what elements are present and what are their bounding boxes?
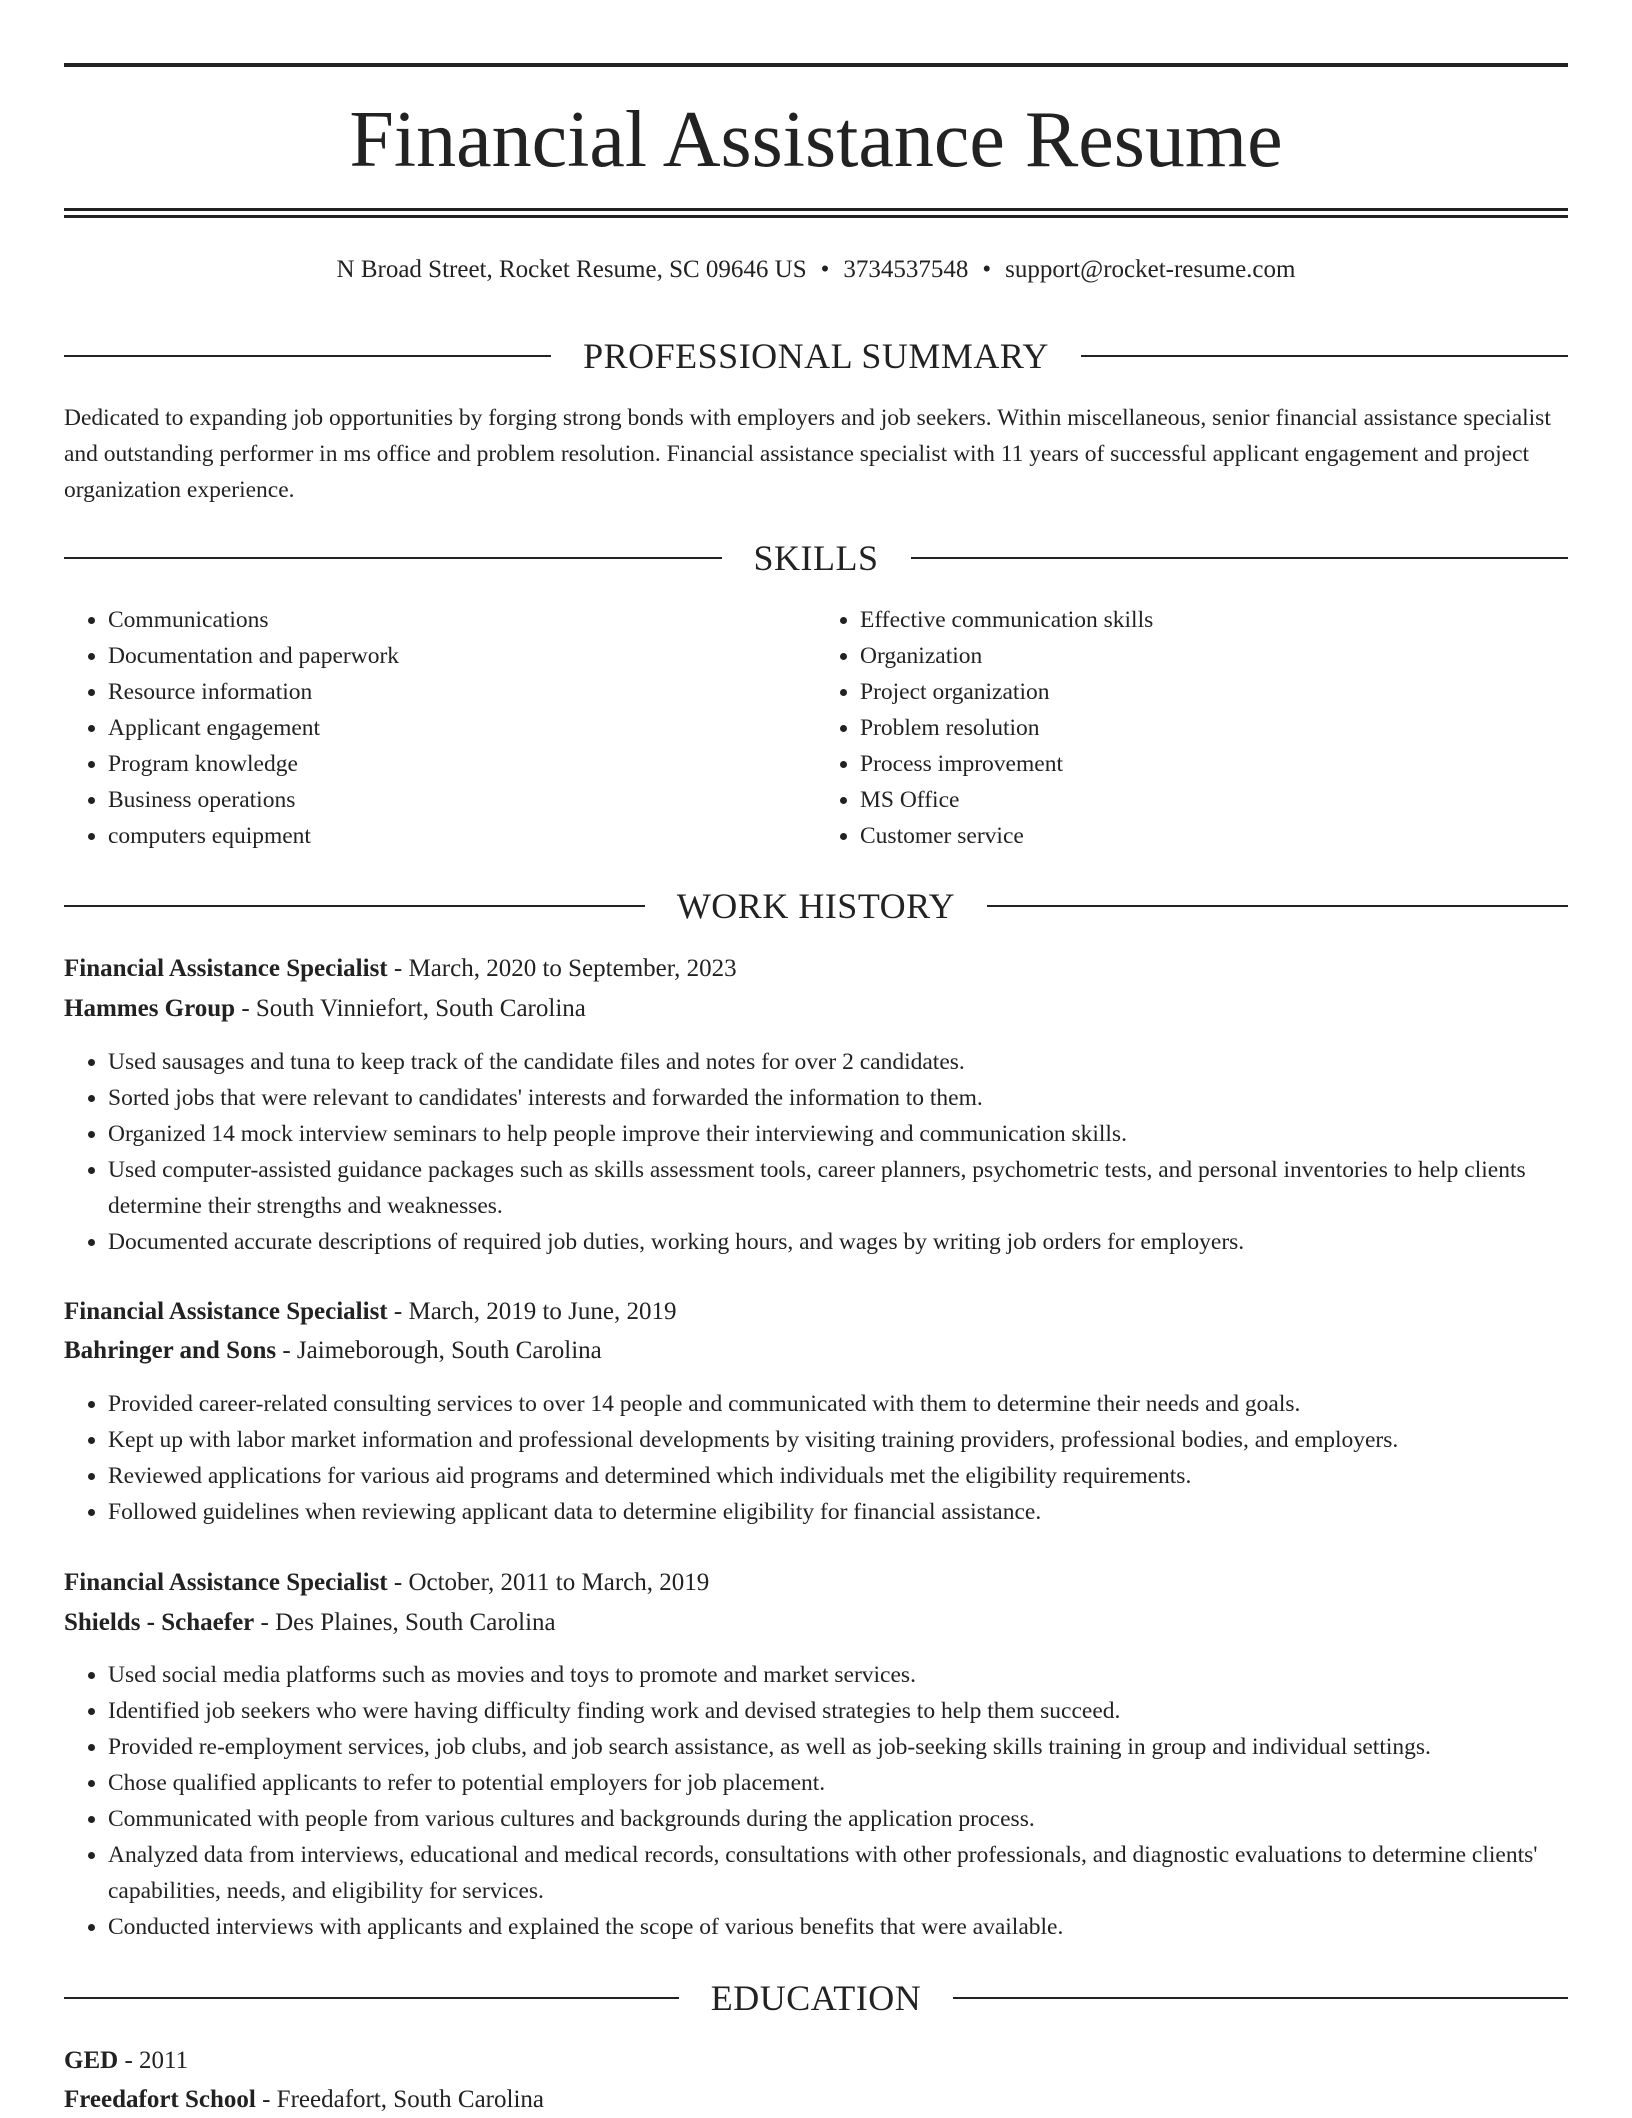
skill-item: • Organization [860,638,1568,674]
section-title: EDUCATION [710,1978,922,2018]
job-title: Financial Assistance Specialist [64,1298,388,1325]
skills-list [64,602,1568,854]
skill-item: • Business operations [108,782,816,818]
duty-item: • Chose qualified applicants to refer to potential employers for job placement. [108,1765,1568,1801]
skill-item: • Applicant engagement [108,710,816,746]
section-title: PROFESSIONAL SUMMARY [583,336,1049,376]
education-location: - Freedafort, South Carolina [255,2086,544,2113]
summary-heading [64,336,1568,376]
job-company-line [64,1605,1568,1641]
job-company-line [64,991,1568,1027]
title-underline-second [64,215,1568,218]
skill-item: • computers equipment [108,818,816,854]
summary-text: Dedicated to expanding job opportunities by forging strong bonds with employers and job seekers. Within miscellaneous, senior financial assistance specialist and outstanding performer in ms office and problem resolution. Financial assistance specialist with 11 years of successful applicant engagement and project organization experience. [64,405,1551,503]
duty-item: • Identified job seekers who were having difficulty finding work and devised strategies to help them succeed. [108,1693,1568,1729]
divider [953,1997,1568,1999]
duty-item: • Used computer-assisted guidance packages such as skills assessment tools, career planners, psychometric tests, and personal inventories to help clients determine their strengths and weaknesses. [108,1152,1568,1224]
job-dates: - March, 2020 to September, 2023 [387,955,737,982]
job-dates: - March, 2019 to June, 2019 [387,1298,677,1325]
job-company: Bahringer and Sons [64,1337,277,1364]
title-underline [64,208,1568,211]
duty-item: • Conducted interviews with applicants and explained the scope of various benefits that were available. [108,1909,1568,1945]
education-school-line [64,2082,1568,2118]
job-location: - Jaimeborough, South Carolina [276,1337,602,1364]
duty-item: • Followed guidelines when reviewing applicant data to determine eligibility for financial assistance. [108,1494,1568,1530]
skill-item: • Communications [108,602,816,638]
contact-line [64,254,1568,286]
duty-item: • Used sausages and tuna to keep track of the candidate files and notes for over 2 candidates. [108,1044,1568,1080]
section-title: WORK HISTORY [676,886,956,926]
duty-item: • Communicated with people from various cultures and backgrounds during the application process. [108,1801,1568,1837]
job-title-line [64,1294,1568,1330]
duty-item: • Sorted jobs that were relevant to candidates' interests and forwarded the information to them. [108,1080,1568,1116]
skill-item: • Project organization [860,674,1568,710]
job-location: - South Vinniefort, South Carolina [235,995,586,1022]
divider [911,557,1569,559]
contact-email: support@rocket-resume.com [1005,256,1296,283]
divider [987,905,1568,907]
skill-item: • Documentation and paperwork [108,638,816,674]
skills-column-left [64,602,816,854]
page-title: Financial Assistance Resume [349,96,1283,184]
skill-item: • Process improvement [860,746,1568,782]
skills-heading [64,538,1568,578]
skill-item: • Resource information [108,674,816,710]
duty-item: • Provided career-related consulting services to over 14 people and communicated with them to determine their needs and goals. [108,1386,1568,1422]
education-school: Freedafort School [64,2086,256,2113]
skills-column-right [816,602,1568,854]
divider [1081,355,1568,357]
education-year: - 2011 [118,2047,189,2074]
contact-address: N Broad Street, Rocket Resume, SC 09646 US [336,256,807,283]
top-rule [64,63,1568,67]
skill-item: • MS Office [860,782,1568,818]
job-company: Shields - Schaefer [64,1609,255,1636]
divider [64,557,722,559]
education-degree-line [64,2043,1568,2079]
job-company: Hammes Group [64,995,236,1022]
duty-item: • Documented accurate descriptions of required job duties, working hours, and wages by writing job orders for employers. [108,1224,1568,1260]
contact-phone: 3734537548 [843,256,969,283]
divider [64,905,645,907]
duty-item: • Reviewed applications for various aid programs and determined which individuals met the eligibility requirements. [108,1458,1568,1494]
job-dates: - October, 2011 to March, 2019 [387,1569,710,1596]
contact-separator: • [820,256,830,283]
job-duties [64,1044,1568,1260]
job-title: Financial Assistance Specialist [64,1569,388,1596]
work-heading [64,886,1568,926]
skill-item: • Effective communication skills [860,602,1568,638]
job-title: Financial Assistance Specialist [64,955,388,982]
duty-item: • Kept up with labor market information and professional developments by visiting training providers, professional bodies, and employers. [108,1422,1568,1458]
job-location: - Des Plaines, South Carolina [254,1609,556,1636]
job-duties [64,1386,1568,1530]
duty-item: • Used social media platforms such as movies and toys to promote and market services. [108,1657,1568,1693]
job-title-line [64,951,1568,987]
duty-item: • Provided re-employment services, job clubs, and job search assistance, as well as job-seeking skills training in group and individual settings. [108,1729,1568,1765]
education-degree: GED [64,2047,119,2074]
skill-item: • Problem resolution [860,710,1568,746]
contact-separator: • [982,256,992,283]
divider [64,1997,679,1999]
duty-item: • Analyzed data from interviews, educational and medical records, consultations with other professionals, and diagnostic evaluations to determine clients' capabilities, needs, and eligibility for services. [108,1837,1568,1909]
education-heading [64,1978,1568,2018]
duty-item: • Organized 14 mock interview seminars to help people improve their interviewing and communication skills. [108,1116,1568,1152]
job-duties [64,1657,1568,1945]
divider [64,355,551,357]
skill-item: • Program knowledge [108,746,816,782]
job-title-line [64,1565,1568,1601]
skill-item: • Customer service [860,818,1568,854]
section-title: SKILLS [753,538,879,578]
job-company-line [64,1333,1568,1369]
